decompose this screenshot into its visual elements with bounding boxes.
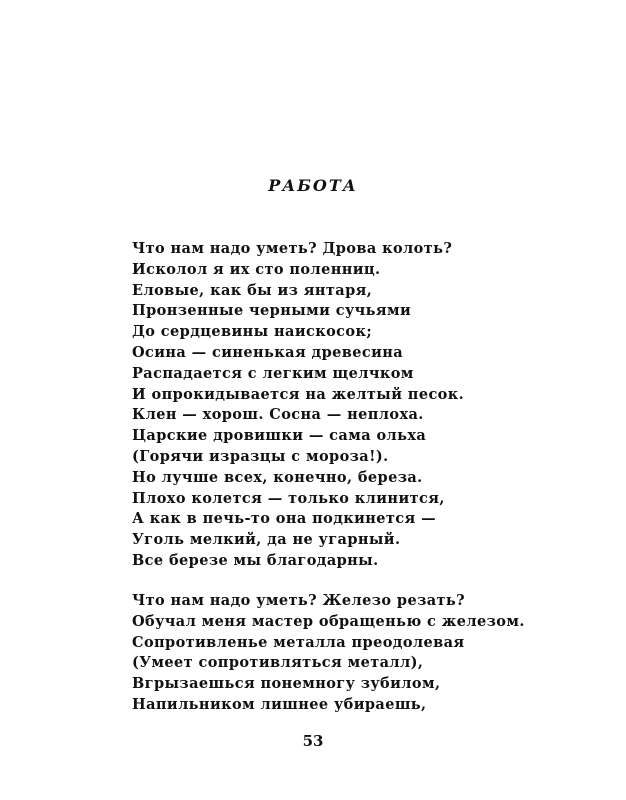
poem-line: Плохо колется — только клинится, (132, 489, 445, 507)
poem-line: Что нам надо уметь? Дрова колоть? (132, 240, 453, 257)
poem-line: Вгрызаешься понемногу зубилом, (132, 675, 441, 693)
poem-line: Распадается с легким щелчком (132, 364, 414, 382)
poem-line: Что нам надо уметь? Железо резать? (132, 592, 466, 609)
page-number: 53 (302, 732, 324, 750)
poem-line: И опрокидывается на желтый песок. (132, 385, 465, 403)
poem-line: (Умеет сопротивляться металл), (132, 654, 424, 672)
poem-title: РАБОТА (268, 176, 358, 195)
poem-line: До сердцевины наискосок; (132, 323, 373, 341)
poem-line: Пронзенные черными сучьями (132, 302, 412, 320)
poem-line: Но лучше всех, конечно, береза. (132, 468, 423, 486)
poem-line: Осина — синенькая древесина (132, 343, 404, 361)
poem-line: Сопротивленье металла преодолевая (132, 633, 465, 651)
poem-line: Клен — хорош. Сосна — неплоха. (132, 406, 424, 424)
poem-line: (Горячи изразцы с мороза!). (132, 447, 389, 465)
poem-line: А как в печь-то она подкинется — (132, 510, 436, 528)
poem-line: Все березе мы благодарны. (132, 551, 379, 569)
poem-line: Исколол я их сто поленниц. (132, 260, 381, 278)
poem-line: Напильником лишнее убираешь, (132, 695, 427, 713)
poem-line: Уголь мелкий, да не угарный. (132, 531, 401, 549)
poem-line: Обучал меня мастер обращенью с железом. (132, 612, 525, 630)
poem-line: Царские дровишки — сама ольха (132, 427, 427, 445)
poem-line: Еловые, как бы из янтаря, (132, 281, 373, 299)
poem-stanza-1 (132, 239, 464, 572)
poem-stanza-2 (132, 591, 525, 716)
